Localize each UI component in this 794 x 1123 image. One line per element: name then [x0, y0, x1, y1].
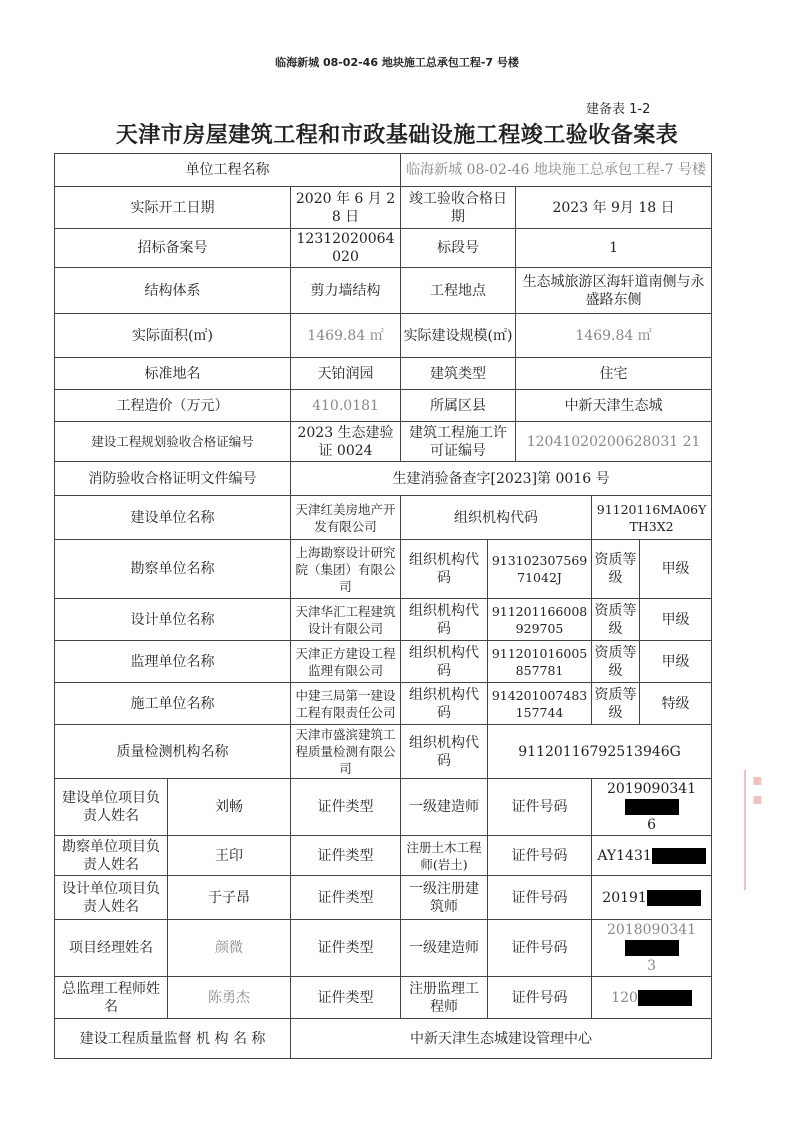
section-label: 标段号 — [401, 229, 516, 268]
acceptance-date-value: 2023 年 9月 18 日 — [516, 187, 712, 229]
project-name-label: 单位工程名称 — [55, 154, 401, 187]
cert-no — [592, 920, 712, 977]
testing-label: 质量检测机构名称 — [55, 725, 291, 779]
design-label: 设计单位名称 — [55, 599, 291, 641]
cert-no-tail: 3 — [647, 958, 657, 974]
table-row — [55, 390, 712, 422]
building-type-value: 住宅 — [516, 358, 712, 390]
table-row — [55, 154, 712, 187]
cert-no-label: 证件号码 — [488, 920, 592, 977]
acceptance-date-label: 竣工验收合格日期 — [401, 187, 516, 229]
district-value: 中新天津生态城 — [516, 390, 712, 422]
supervision-value: 中新天津生态城建设管理中心 — [291, 1019, 712, 1059]
cost-label: 工程造价（万元） — [55, 390, 291, 422]
testing-code: 91120116792513946G — [488, 725, 712, 779]
construct-qual: 特级 — [640, 683, 712, 725]
cert-no — [592, 836, 712, 876]
location-value: 生态城旅游区海轩道南侧与永盛路东侧 — [516, 268, 712, 314]
person-name: 王印 — [168, 836, 291, 876]
record-table — [54, 153, 712, 1059]
redaction-bar — [652, 848, 706, 864]
cert-type-label: 证件类型 — [291, 876, 401, 920]
cert-no-visible: 2019090341 — [607, 781, 697, 797]
testing-name: 天津市盛滨建筑工程质量检测有限公司 — [291, 725, 401, 779]
supervise-qual-label: 资质等级 — [592, 641, 640, 683]
survey-code: 91310230756971042J — [488, 540, 592, 599]
construct-qual-label: 资质等级 — [592, 683, 640, 725]
cert-no-visible: 20191 — [602, 889, 647, 906]
table-row — [55, 779, 712, 836]
table-row — [55, 314, 712, 358]
construct-code-label: 组织机构代码 — [401, 683, 488, 725]
person-name: 于子昂 — [168, 876, 291, 920]
cert-no — [592, 876, 712, 920]
cert-no-label: 证件号码 — [488, 876, 592, 920]
builder-code: 91120116MA06YTH3X2 — [592, 496, 712, 540]
design-code: 911201166008929705 — [488, 599, 592, 641]
place-name-value: 天铂润园 — [291, 358, 401, 390]
table-row — [55, 540, 712, 599]
bid-no-value: 12312020064020 — [291, 229, 401, 268]
builder-label: 建设单位名称 — [55, 496, 291, 540]
supervise-label: 监理单位名称 — [55, 641, 291, 683]
construct-name: 中建三局第一建设工程有限责任公司 — [291, 683, 401, 725]
survey-label: 勘察单位名称 — [55, 540, 291, 599]
building-type-label: 建筑类型 — [401, 358, 516, 390]
person-name: 颜微 — [168, 920, 291, 977]
person-role: 建设单位项目负责人姓名 — [55, 779, 168, 836]
testing-code-label: 组织机构代码 — [401, 725, 488, 779]
table-row — [55, 977, 712, 1019]
structure-value: 剪力墙结构 — [291, 268, 401, 314]
scale-label: 实际建设规模(㎡) — [401, 314, 516, 358]
redaction-bar — [625, 799, 679, 815]
builder-name: 天津红美房地产开发有限公司 — [291, 496, 401, 540]
supervise-qual: 甲级 — [640, 641, 712, 683]
supervision-label: 建设工程质量监督 机 构 名 称 — [55, 1019, 291, 1059]
person-role: 勘察单位项目负责人姓名 — [55, 836, 168, 876]
fire-label: 消防验收合格证明文件编号 — [55, 462, 291, 496]
supervise-code-label: 组织机构代码 — [401, 641, 488, 683]
table-row — [55, 268, 712, 314]
cert-type-label: 证件类型 — [291, 779, 401, 836]
cert-type-label: 证件类型 — [291, 920, 401, 977]
supervise-name: 天津正方建设工程监理有限公司 — [291, 641, 401, 683]
redaction-bar — [647, 890, 701, 906]
construct-code: 914201007483157744 — [488, 683, 592, 725]
redaction-bar — [638, 990, 692, 1006]
cert-no-visible: 120 — [611, 989, 638, 1006]
table-row — [55, 725, 712, 779]
supervise-code: 911201016005857781 — [488, 641, 592, 683]
permit-label: 建筑工程施工许可证编号 — [401, 422, 516, 462]
table-row — [55, 462, 712, 496]
cert-type-label: 证件类型 — [291, 977, 401, 1019]
cert-type: 注册土木工程师(岩土) — [401, 836, 488, 876]
construct-label: 施工单位名称 — [55, 683, 291, 725]
planning-cert-label: 建设工程规划验收合格证编号 — [55, 422, 291, 462]
cert-type: 一级建造师 — [401, 920, 488, 977]
survey-code-label: 组织机构代码 — [401, 540, 488, 599]
structure-label: 结构体系 — [55, 268, 291, 314]
table-row — [55, 1019, 712, 1059]
person-name: 刘畅 — [168, 779, 291, 836]
cert-no-visible: 2018090341 — [607, 922, 697, 938]
cert-no-label: 证件号码 — [488, 836, 592, 876]
start-date-label: 实际开工日期 — [55, 187, 291, 229]
redaction-bar — [625, 940, 679, 956]
cert-type: 注册监理工程师 — [401, 977, 488, 1019]
scale-value: 1469.84 ㎡ — [516, 314, 712, 358]
builder-code-label: 组织机构代码 — [401, 496, 592, 540]
table-row — [55, 187, 712, 229]
table-row — [55, 496, 712, 540]
survey-qual: 甲级 — [640, 540, 712, 599]
cert-no-tail: 6 — [647, 817, 657, 833]
area-label: 实际面积(㎡) — [55, 314, 291, 358]
person-role: 项目经理姓名 — [55, 920, 168, 977]
design-name: 天津华汇工程建筑设计有限公司 — [291, 599, 401, 641]
seal-stamp-fragment: ▪ ▪ — [744, 770, 786, 890]
table-row — [55, 641, 712, 683]
table-row — [55, 683, 712, 725]
design-code-label: 组织机构代码 — [401, 599, 488, 641]
person-role: 设计单位项目负责人姓名 — [55, 876, 168, 920]
document-title: 天津市房屋建筑工程和市政基础设施工程竣工验收备案表 — [115, 123, 679, 148]
location-label: 工程地点 — [401, 268, 516, 314]
bid-no-label: 招标备案号 — [55, 229, 291, 268]
table-row — [55, 229, 712, 268]
start-date-value: 2020 年 6 月 28 日 — [291, 187, 401, 229]
permit-value: 12041020200628031 21 — [516, 422, 712, 462]
person-role: 总监理工程师姓名 — [55, 977, 168, 1019]
cert-no — [592, 977, 712, 1019]
fire-value: 生建消验备查字[2023]第 0016 号 — [291, 462, 712, 496]
project-name-value: 临海新城 08-02-46 地块施工总承包工程-7 号楼 — [401, 154, 712, 187]
table-row — [55, 599, 712, 641]
design-qual-label: 资质等级 — [592, 599, 640, 641]
cert-no-label: 证件号码 — [488, 977, 592, 1019]
section-value: 1 — [516, 229, 712, 268]
cert-no — [592, 779, 712, 836]
cert-type: 一级建造师 — [401, 779, 488, 836]
place-name-label: 标准地名 — [55, 358, 291, 390]
person-name: 陈勇杰 — [168, 977, 291, 1019]
table-row — [55, 422, 712, 462]
survey-name: 上海勘察设计研究院（集团）有限公司 — [291, 540, 401, 599]
table-row — [55, 920, 712, 977]
design-qual: 甲级 — [640, 599, 712, 641]
record-table-wrapper — [54, 153, 711, 1047]
table-row — [55, 836, 712, 876]
cert-type: 一级注册建筑师 — [401, 876, 488, 920]
form-number: 建备表 1-2 — [586, 102, 651, 117]
cert-type-label: 证件类型 — [291, 836, 401, 876]
survey-qual-label: 资质等级 — [592, 540, 640, 599]
planning-cert-value: 2023 生态建验证 0024 — [291, 422, 401, 462]
district-label: 所属区县 — [401, 390, 516, 422]
table-row — [55, 876, 712, 920]
area-value: 1469.84 ㎡ — [291, 314, 401, 358]
table-row — [55, 358, 712, 390]
page-header: 临海新城 08-02-46 地块施工总承包工程-7 号楼 — [275, 56, 519, 69]
cert-no-visible: AY1431 — [597, 847, 652, 864]
cert-no-label: 证件号码 — [488, 779, 592, 836]
cost-value: 410.0181 — [291, 390, 401, 422]
